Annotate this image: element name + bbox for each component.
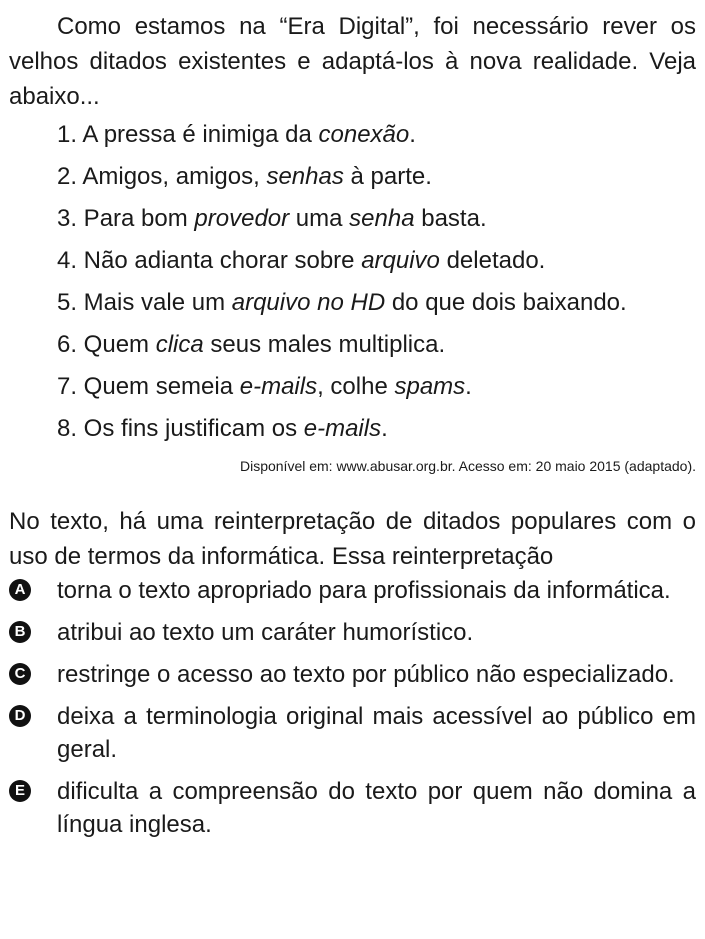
option-b[interactable] [9, 616, 696, 649]
saying-text: à parte. [343, 163, 432, 190]
saying-text: 8. Os fins justificam os [57, 415, 304, 442]
saying-text: 2. Amigos, amigos, [57, 163, 267, 190]
saying-text: 4. Não adianta chorar sobre [57, 247, 362, 274]
saying-text: seus males multiplica. [203, 331, 446, 358]
question-stem: No texto, há uma reinterpretação de ditados populares com o uso de termos da informática. Essa reinterpretação [9, 508, 696, 570]
source-citation: Disponível em: www.abusar.org.br. Acesso em: 20 maio 2015 (adaptado). [239, 458, 696, 474]
saying-item [57, 324, 696, 366]
saying-text: . [381, 415, 388, 442]
italic-term: e-mails [303, 415, 382, 442]
option-letter-badge: E [9, 780, 31, 802]
option-a[interactable] [9, 574, 696, 607]
intro-paragraph: Como estamos na “Era Digital”, foi necessário rever os velhos ditados existentes e adaptá-los à nova realidade. Veja abaixo... [9, 13, 696, 110]
option-e[interactable] [9, 775, 696, 841]
italic-term: arquivo [361, 247, 440, 274]
saying-text: . [465, 373, 472, 400]
saying-item [57, 114, 696, 156]
saying-item [57, 282, 696, 324]
saying-text: 1. A pressa é inimiga da [57, 121, 319, 148]
italic-term: senhas [266, 163, 344, 190]
saying-item [57, 198, 696, 240]
saying-item [57, 366, 696, 408]
exam-question [9, 0, 696, 850]
option-letter-badge: A [9, 579, 31, 601]
option-letter-badge: C [9, 663, 31, 685]
saying-text: deletado. [439, 247, 546, 274]
option-d[interactable] [9, 700, 696, 766]
italic-term: provedor [194, 205, 290, 232]
option-c[interactable] [9, 658, 696, 691]
option-text: restringe o acesso ao texto por público não especializado. [57, 661, 675, 688]
saying-text: 7. Quem semeia [57, 373, 240, 400]
option-text: dificulta a compreensão do texto por quem não domina a língua inglesa. [57, 778, 696, 838]
saying-item [57, 156, 696, 198]
option-text: torna o texto apropriado para profissionais da informática. [57, 577, 671, 604]
italic-term: spams [394, 373, 466, 400]
saying-text: 6. Quem [57, 331, 156, 358]
saying-text: uma [289, 205, 350, 232]
saying-text: 5. Mais vale um [57, 289, 232, 316]
saying-text: , colhe [317, 373, 395, 400]
saying-item [57, 408, 696, 450]
saying-text: basta. [414, 205, 487, 232]
italic-term: clica [155, 331, 204, 358]
option-text: deixa a terminologia original mais acessível ao público em geral. [57, 703, 696, 763]
italic-term: senha [349, 205, 415, 232]
saying-text: 3. Para bom [57, 205, 195, 232]
italic-term: arquivo no HD [231, 289, 386, 316]
option-text: atribui ao texto um caráter humorístico. [57, 619, 474, 646]
option-letter-badge: B [9, 621, 31, 643]
saying-text: do que dois baixando. [385, 289, 627, 316]
answer-options [9, 574, 696, 841]
italic-term: conexão [318, 121, 410, 148]
italic-term: e-mails [239, 373, 318, 400]
sayings-list [9, 114, 696, 450]
saying-text: . [409, 121, 416, 148]
saying-item [57, 240, 696, 282]
option-letter-badge: D [9, 705, 31, 727]
